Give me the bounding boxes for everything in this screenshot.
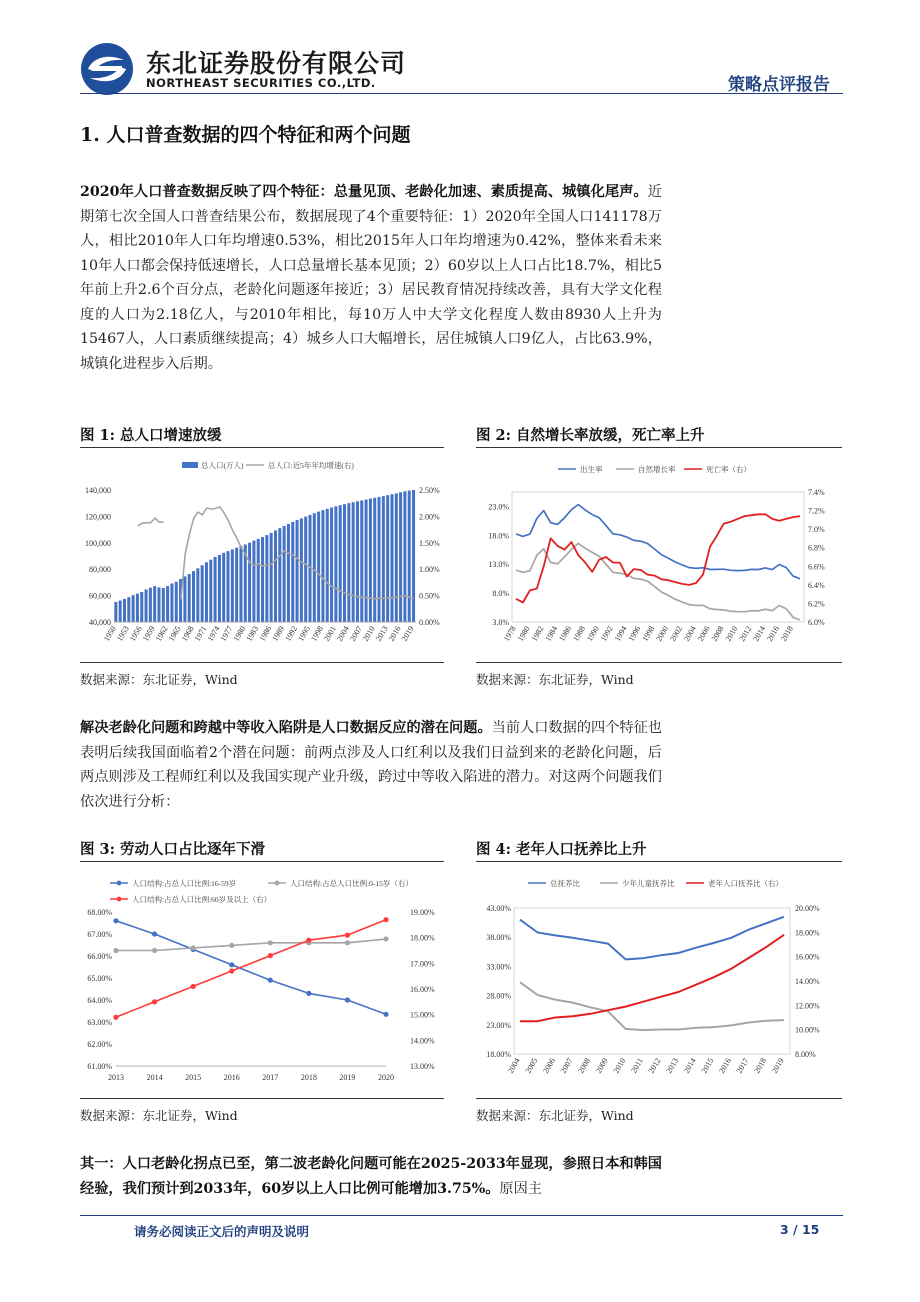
fig1-x-tick-label: 1950 [102, 624, 118, 643]
fig4-x-tick-label: 2007 [558, 1056, 575, 1075]
company-name-en: NORTHEAST SECURITIES CO.,LTD. [146, 76, 376, 90]
fig2-x-tick-label: 1994 [612, 624, 629, 643]
figure-2-title: 图 2: 自然增长率放缓，死亡率上升 [476, 427, 705, 444]
fig3-y-right-tick-label: 16.00% [410, 985, 435, 994]
fig1-population-bar [360, 500, 363, 622]
fig1-y-left-tick-label: 120,000 [85, 512, 111, 522]
fig1-x-tick-label: 1971 [192, 624, 209, 643]
fig1-x-tick-label: 1959 [140, 624, 157, 643]
fig3-age-16-59-legend-marker [117, 881, 122, 886]
fig2-birth-legend-label: 出生率 [580, 465, 603, 474]
paragraph-lead: 解决老龄化问题和跨越中等收入陷阱是人口数据反应的潜在问题。 [80, 720, 492, 736]
fig2-x-tick-label: 1996 [626, 624, 643, 643]
page-number: 3 / 15 [780, 1222, 820, 1237]
fig4-x-tick-label: 2016 [717, 1056, 733, 1075]
fig3-age-16-59-legend-label: 人口结构:占总人口比例:16-59岁 [132, 879, 237, 888]
fig1-population-bar [188, 574, 191, 622]
paragraph-body: 原因主 [499, 1180, 542, 1197]
fig2-x-tick-label: 2016 [765, 624, 781, 643]
fig4-y-left-tick-label: 23.00% [486, 1020, 511, 1030]
fig1-population-bar [218, 555, 221, 622]
fig4-y-left-tick-label: 38.00% [486, 933, 511, 943]
fig4-y-left-tick-label: 28.00% [486, 991, 511, 1001]
fig1-population-bar [313, 513, 316, 622]
fig2-x-tick-label: 1990 [585, 624, 601, 643]
fig4-y-left-tick-label: 43.00% [486, 904, 511, 913]
fig1-population-bar [365, 500, 368, 623]
fig1-y-left-tick-label: 60,000 [89, 591, 111, 601]
fig1-population-bar [261, 537, 264, 622]
fig3-age-16-59-point [113, 918, 118, 923]
fig4-child-legend-label: 少年儿童抚养比 [622, 879, 675, 888]
fig1-population-bar [196, 568, 199, 622]
fig1-population-bar [378, 497, 381, 622]
fig2-y-left-tick-label: 18.0% [488, 531, 509, 541]
fig1-population-bar [300, 518, 303, 622]
fig1-population-bar [403, 491, 406, 622]
fig4-y-right-tick-label: 8.00% [795, 1050, 816, 1059]
fig1-population-bar [209, 560, 212, 622]
fig1-population-bar [170, 584, 173, 623]
fig3-age-0-15-point [345, 940, 350, 945]
fig2-x-tick-label: 1986 [557, 624, 574, 643]
fig1-population-bar [162, 588, 165, 622]
figure-1-bottom-rule [80, 662, 444, 663]
fig1-x-tick-label: 1968 [179, 624, 196, 643]
header-divider [80, 93, 843, 94]
fig1-population-bar [408, 491, 411, 622]
fig1-population-bar [265, 535, 268, 622]
figure-4-top-rule [476, 861, 842, 862]
fig3-y-left-tick-label: 62.00% [87, 1040, 112, 1049]
fig1-population-bar [296, 520, 299, 622]
fig1-y-left-tick-label: 80,000 [89, 565, 111, 575]
fig4-total-line [520, 917, 784, 960]
fig1-x-tick-label: 1986 [257, 624, 274, 643]
fig3-y-left-tick-label: 61.00% [87, 1062, 112, 1071]
fig1-x-tick-label: 1962 [153, 624, 170, 643]
fig1-population-bar [227, 551, 230, 622]
fig3-y-left-tick-label: 67.00% [87, 930, 112, 939]
paragraph-body: 当前人口数据的四个特征也表明后续我国面临着2个潜在问题：前两点涉及人口红利以及我们日益到来的老龄化问题，后两点则涉及工程师红利以及我国实现产业升级，跨过中等收入陷进的潜力。对这两个问题我们依次进行分析： [80, 720, 662, 810]
fig2-y-right-tick-label: 6.8% [808, 543, 825, 553]
fig2-birth-line [516, 505, 800, 579]
fig3-age-0-15-point [268, 940, 273, 945]
fig1-population-bar [343, 504, 346, 622]
fig4-x-tick-label: 2014 [681, 1056, 698, 1075]
fig1-population-bar [330, 508, 333, 623]
fig1-x-tick-label: 2007 [348, 624, 364, 643]
figure-2-top-rule [476, 447, 842, 448]
fig1-y-right-tick-label: 1.00% [419, 565, 440, 575]
fig3-x-tick-label: 2018 [300, 1073, 317, 1082]
fig1-population-bar [201, 565, 204, 622]
fig2-y-left-tick-label: 8.0% [492, 589, 509, 599]
fig3-age-60-plus-point [113, 1015, 118, 1020]
fig1-x-tick-label: 1965 [166, 624, 183, 643]
figure-2-source: 数据来源：东北证券，Wind [476, 672, 634, 687]
fig1-population-bar [369, 499, 372, 622]
fig3-y-right-tick-label: 18.00% [410, 933, 435, 943]
fig4-elderly-line [520, 935, 784, 1021]
fig3-age-16-59-point [268, 978, 273, 983]
fig4-y-right-tick-label: 16.00% [795, 952, 820, 962]
fig3-age-0-15-point [152, 948, 157, 953]
fig4-x-tick-label: 2005 [523, 1056, 540, 1075]
fig1-population-bar [304, 517, 307, 622]
fig1-y-left-tick-label: 40,000 [89, 618, 111, 627]
fig3-y-right-tick-label: 15.00% [410, 1010, 435, 1020]
fig1-population-bar [119, 601, 122, 623]
fig1-growth-line [138, 518, 164, 526]
fig1-population-bar [192, 571, 195, 622]
figure-1-top-rule [80, 447, 444, 448]
fig1-population-bar [373, 498, 376, 622]
fig1-x-tick-label: 1977 [218, 624, 235, 643]
section-title: 1. 人口普查数据的四个特征和两个问题 [80, 124, 411, 146]
fig4-x-tick-label: 2009 [593, 1056, 610, 1075]
fig1-x-tick-label: 2010 [360, 624, 377, 643]
paragraph-potential-problems [80, 716, 662, 814]
footer-disclaimer: 请务必阅读正文后的声明及说明 [134, 1224, 310, 1239]
fig1-x-tick-label: 1980 [231, 624, 248, 643]
fig2-x-tick-label: 2006 [695, 624, 712, 643]
fig2-x-tick-label: 2012 [737, 624, 754, 643]
fig1-population-bar [252, 541, 255, 622]
fig3-y-left-tick-label: 66.00% [87, 952, 112, 961]
fig2-x-tick-label: 1998 [640, 624, 657, 643]
figure-3-source: 数据来源：东北证券，Wind [80, 1108, 238, 1123]
fig3-age-60-plus-legend-marker [117, 897, 122, 902]
figure-2-bottom-rule [476, 662, 842, 663]
fig3-y-right-tick-label: 13.00% [410, 1062, 435, 1071]
fig2-y-left-tick-label: 23.0% [488, 502, 509, 512]
fig3-x-tick-label: 2015 [185, 1073, 202, 1082]
fig1-population-bar [132, 595, 135, 622]
fig1-population-bar [390, 494, 393, 622]
fig1-population-bar [123, 599, 126, 622]
fig1-population-bar [239, 546, 242, 622]
figure-3-title: 图 3: 劳动人口占比逐年下滑 [80, 841, 266, 858]
fig1-x-tick-label: 2016 [386, 624, 403, 643]
fig1-population-bar [339, 505, 342, 622]
fig3-x-tick-label: 2016 [223, 1073, 240, 1082]
fig3-age-60-plus-legend-label: 人口结构:占总人口比例:60岁及以上（右） [132, 895, 272, 904]
fig4-x-tick-label: 2015 [699, 1056, 716, 1075]
fig2-y-right-tick-label: 6.6% [808, 562, 825, 572]
fig4-y-left-tick-label: 18.00% [486, 1050, 511, 1059]
fig2-natural-line [516, 543, 800, 620]
figure-1-title: 图 1: 总人口增速放缓 [80, 427, 222, 444]
fig1-y-right-tick-label: 2.50% [419, 486, 440, 495]
footer-divider [80, 1215, 843, 1216]
fig2-y-right-tick-label: 6.4% [808, 580, 825, 590]
company-name-cn: 东北证券股份有限公司 [146, 49, 407, 78]
fig1-population-bar [157, 587, 160, 622]
fig4-x-tick-label: 2010 [611, 1056, 628, 1075]
fig1-population-bar [278, 528, 281, 622]
fig3-x-tick-label: 2013 [108, 1073, 124, 1082]
fig2-y-right-tick-label: 6.2% [808, 599, 825, 609]
fig1-x-tick-label: 1956 [127, 624, 144, 643]
fig3-age-16-59-point [152, 931, 157, 936]
fig1-population-bar [257, 539, 260, 622]
fig1-y-right-tick-label: 0.50% [419, 591, 440, 601]
fig3-x-tick-label: 2019 [339, 1073, 356, 1082]
fig2-x-tick-label: 2002 [668, 624, 684, 643]
fig1-population-bar [231, 549, 234, 622]
fig1-population-bar [270, 533, 273, 622]
fig3-age-60-plus-point [152, 999, 157, 1004]
fig2-x-tick-label: 2014 [751, 624, 768, 643]
fig1-y-left-tick-label: 140,000 [85, 486, 111, 495]
figure-3-top-rule [80, 861, 444, 862]
fig1-x-tick-label: 2004 [335, 624, 351, 643]
figure-2-chart [476, 450, 842, 660]
fig4-y-right-tick-label: 20.00% [795, 904, 820, 913]
fig1-x-tick-label: 1995 [296, 624, 313, 643]
figure-1-source: 数据来源：东北证券，Wind [80, 672, 238, 687]
fig2-x-tick-label: 2000 [654, 624, 671, 643]
fig1-population-bar [382, 496, 385, 622]
fig2-y-left-tick-label: 13.0% [488, 560, 509, 570]
fig2-x-tick-label: 1980 [515, 624, 532, 643]
report-type: 策略点评报告 [728, 75, 830, 95]
fig3-y-left-tick-label: 64.00% [87, 996, 112, 1005]
figure-3-chart [80, 864, 444, 1096]
paragraph-four-features [80, 180, 662, 376]
fig3-age-0-15-legend-label: 人口结构:占总人口比例:0-15岁（右） [290, 879, 413, 888]
fig4-y-right-tick-label: 10.00% [795, 1025, 820, 1035]
fig1-population-bar [127, 597, 130, 622]
fig2-y-right-tick-label: 7.2% [808, 506, 825, 516]
fig4-x-tick-label: 2017 [734, 1056, 751, 1075]
fig2-x-tick-label: 2008 [709, 624, 726, 643]
fig1-population-bar [222, 553, 225, 622]
fig1-population-bar [153, 586, 156, 622]
fig4-x-tick-label: 2013 [664, 1056, 681, 1075]
fig3-y-left-tick-label: 65.00% [87, 974, 112, 983]
fig1-population-bar [352, 502, 355, 622]
fig1-y-right-tick-label: 2.00% [419, 512, 440, 522]
fig1-population-bar [321, 510, 324, 622]
fig3-y-right-tick-label: 17.00% [410, 959, 435, 969]
fig3-age-0-15-point [191, 945, 196, 950]
fig3-age-0-15-point [383, 936, 388, 941]
fig4-x-tick-label: 2019 [769, 1056, 786, 1075]
fig1-x-tick-label: 1974 [205, 624, 222, 643]
fig4-y-right-tick-label: 14.00% [795, 977, 820, 986]
fig3-age-16-59-point [345, 997, 350, 1002]
fig2-x-tick-label: 2010 [723, 624, 740, 643]
fig1-y-right-tick-label: 0.00% [419, 618, 440, 627]
fig4-y-left-tick-label: 33.00% [486, 962, 511, 972]
fig2-x-tick-label: 1984 [543, 624, 560, 643]
fig3-age-60-plus-point [191, 984, 196, 989]
fig4-x-tick-label: 2008 [576, 1056, 593, 1075]
company-logo-icon [80, 42, 134, 96]
fig3-age-60-plus-point [345, 933, 350, 938]
fig1-population-bar [235, 548, 238, 622]
fig1-population-bar [283, 526, 286, 622]
fig1-population-bar [248, 543, 251, 622]
fig2-plot-frame [512, 492, 804, 622]
fig1-x-tick-label: 2001 [322, 624, 338, 643]
fig1-population-bar [395, 493, 398, 622]
fig1-population-bar [175, 582, 178, 622]
fig1-population-bar [214, 557, 217, 622]
fig2-x-tick-label: 2018 [779, 624, 795, 643]
fig2-y-right-tick-label: 7.0% [808, 525, 825, 535]
fig2-y-left-tick-label: 3.0% [492, 618, 509, 627]
fig1-x-tick-label: 2019 [399, 624, 416, 643]
fig1-population-bar [347, 503, 350, 622]
paragraph-lead: 2020年人口普查数据反映了四个特征：总量见顶、老龄化加速、素质提高、城镇化尾声。 [80, 184, 648, 200]
fig1-y-right-tick-label: 1.50% [419, 538, 440, 548]
fig3-y-right-tick-label: 19.00% [410, 908, 435, 917]
paragraph-lead: 其一：人口老龄化拐点已至，第二波老龄化问题可能在2025-2033年显现，参照日本和韩国经验，我们预计到2033年，60岁以上人口比例可能增加3.75%。 [80, 1156, 662, 1197]
fig4-total-legend-label: 总抚养比 [550, 879, 580, 888]
fig1-x-tick-label: 1989 [270, 624, 287, 643]
fig4-x-tick-label: 2004 [505, 1056, 522, 1075]
paragraph-body: 近期第七次全国人口普查结果公布，数据展现了4个重要特征：1）2020年全国人口141178万人，相比2010年人口年均增速0.53%，相比2015年人口年均增速为0.42%，整体来看未来10年人口都会保持低速增长，人口总量增长基本见顶；2）60岁以上人口占比18.7%，相比5年前上升2.6个百分点，老龄化问题逐年接近；3）居民教育情况持续改善，具有大学文化程度的人口为2.18亿人，与2010年相比，每10万人中大学文化程度人数由8930人上升为15467人，人口素质继续提高；4）城乡人口大幅增长，居住城镇人口9亿人，占比63.9%，城镇化进程步入后期。 [80, 184, 662, 372]
fig2-x-tick-label: 1982 [529, 624, 546, 643]
fig1-population-bar [356, 501, 359, 622]
fig3-y-right-tick-label: 14.00% [410, 1036, 435, 1046]
fig3-age-60-plus-point [383, 917, 388, 922]
fig2-y-right-tick-label: 7.4% [808, 488, 825, 497]
fig1-x-tick-label: 1992 [283, 624, 300, 643]
fig4-x-tick-label: 2018 [752, 1056, 769, 1075]
fig4-x-tick-label: 2012 [646, 1056, 663, 1075]
fig4-child-line [520, 982, 784, 1030]
fig1-population-bar [166, 586, 169, 622]
fig1-population-bar [287, 524, 290, 622]
figure-4-source: 数据来源：东北证券，Wind [476, 1108, 634, 1123]
fig3-y-left-tick-label: 63.00% [87, 1018, 112, 1027]
fig1-population-bar [140, 592, 143, 622]
fig1-population-bar [291, 522, 294, 622]
fig3-y-left-tick-label: 68.00% [87, 908, 112, 917]
fig3-age-60-plus-point [229, 968, 234, 973]
fig1-y-left-tick-label: 100,000 [85, 538, 111, 548]
fig2-natural-legend-label: 自然增长率 [638, 465, 676, 474]
fig1-x-tick-label: 2013 [373, 624, 390, 643]
fig1-x-tick-label: 1998 [309, 624, 325, 643]
fig4-y-right-tick-label: 18.00% [795, 928, 820, 938]
fig4-x-tick-label: 2011 [629, 1056, 645, 1075]
fig3-age-16-59-point [229, 962, 234, 967]
fig4-x-tick-label: 2006 [541, 1056, 557, 1075]
fig2-x-tick-label: 1988 [571, 624, 588, 643]
fig3-age-60-plus-point [306, 938, 311, 943]
fig1-x-tick-label: 1983 [244, 624, 261, 643]
fig3-age-0-15-legend-marker [275, 881, 280, 886]
header [0, 0, 920, 100]
fig3-age-16-59-point [306, 991, 311, 996]
fig3-x-tick-label: 2020 [378, 1073, 394, 1082]
fig1-population-bar [274, 531, 277, 623]
fig1-population-bar [114, 602, 117, 622]
figure-1-chart [80, 450, 444, 660]
fig1-growth-legend-label: 总人口:近5年年均增速(右) [268, 461, 354, 470]
fig1-population-bar [399, 492, 402, 622]
figure-4-bottom-rule [476, 1098, 842, 1099]
fig3-age-16-59-point [383, 1012, 388, 1017]
fig1-population-bar [145, 590, 148, 623]
fig1-population-bar [205, 562, 208, 622]
fig1-population-bar [412, 490, 415, 622]
fig1-population-bar [317, 512, 320, 622]
fig1-population-bar [386, 495, 389, 622]
fig3-age-0-15-point [229, 943, 234, 948]
fig1-population-bar [334, 506, 337, 622]
paragraph-aging-turning-point [80, 1152, 662, 1201]
fig2-x-tick-label: 2004 [682, 624, 698, 643]
fig4-elderly-legend-label: 老年人口抚养比（右） [708, 879, 783, 888]
figure-3-bottom-rule [80, 1098, 444, 1099]
fig2-death-legend-label: 死亡率（右） [706, 465, 751, 474]
fig3-x-tick-label: 2017 [262, 1073, 279, 1082]
fig1-population-bar [326, 509, 329, 622]
fig3-x-tick-label: 2014 [146, 1073, 163, 1082]
fig1-population-bar [136, 594, 139, 622]
fig4-y-right-tick-label: 12.00% [795, 1001, 820, 1011]
fig3-age-0-15-point [113, 948, 118, 953]
fig2-x-tick-label: 1978 [501, 624, 518, 643]
fig1-x-tick-label: 1953 [115, 624, 131, 643]
fig1-population-bar [149, 588, 152, 622]
figure-4-title: 图 4: 老年人口抚养比上升 [476, 841, 647, 858]
fig1-population-legend-label: 总人口(万人) [201, 461, 244, 470]
fig1-population-legend-swatch [182, 462, 198, 468]
fig1-population-bar [183, 576, 186, 622]
fig2-x-tick-label: 1992 [598, 624, 615, 643]
fig3-age-60-plus-point [268, 953, 273, 958]
fig2-y-right-tick-label: 6.0% [808, 618, 825, 627]
figure-4-chart [476, 864, 842, 1096]
